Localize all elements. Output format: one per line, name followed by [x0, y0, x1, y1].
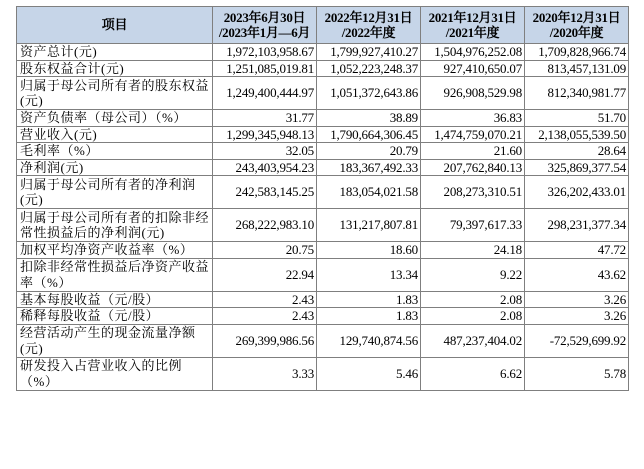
row-value: 1,790,664,306.45 — [317, 126, 421, 143]
row-label: 归属于母公司所有者的净利润(元) — [17, 176, 213, 209]
row-label: 营业收入(元) — [17, 126, 213, 143]
header-period-date: 2022年12月31日 — [324, 9, 413, 25]
row-value: 43.62 — [525, 258, 629, 291]
row-value: 1,052,223,248.37 — [317, 60, 421, 77]
table-row — [17, 209, 629, 242]
row-value: 325,869,377.54 — [525, 159, 629, 176]
row-value: 3.26 — [525, 308, 629, 325]
row-label: 研发投入占营业收入的比例（%） — [17, 357, 213, 390]
table-row — [17, 44, 629, 61]
row-value: 13.34 — [317, 258, 421, 291]
header-period-span: /2020年度 — [549, 25, 604, 40]
table-row — [17, 258, 629, 291]
row-value: 47.72 — [525, 242, 629, 259]
row-label: 归属于母公司所有者的扣除非经常性损益后的净利润(元) — [17, 209, 213, 242]
row-value: 1.83 — [317, 291, 421, 308]
row-label: 经营活动产生的现金流量净额(元) — [17, 324, 213, 357]
row-value: 24.18 — [421, 242, 525, 259]
row-value: 51.70 — [525, 110, 629, 127]
row-value: 5.78 — [525, 357, 629, 390]
table-row — [17, 324, 629, 357]
row-label: 扣除非经常性损益后净资产收益率（%） — [17, 258, 213, 291]
table-row — [17, 143, 629, 160]
row-value: 22.94 — [213, 258, 317, 291]
row-value: 242,583,145.25 — [213, 176, 317, 209]
row-value: 243,403,954.23 — [213, 159, 317, 176]
row-value: 2,138,055,539.50 — [525, 126, 629, 143]
row-value: 1,709,828,966.74 — [525, 44, 629, 61]
row-value: 2.08 — [421, 291, 525, 308]
header-period-date: 2023年6月30日 — [223, 9, 306, 25]
row-label: 基本每股收益（元/股） — [17, 291, 213, 308]
row-value: 268,222,983.10 — [213, 209, 317, 242]
row-value: 926,908,529.98 — [421, 77, 525, 110]
row-value: 36.83 — [421, 110, 525, 127]
table-body — [17, 44, 629, 391]
row-value: 1,504,976,252.08 — [421, 44, 525, 61]
row-value: 131,217,807.81 — [317, 209, 421, 242]
row-label: 稀释每股收益（元/股） — [17, 308, 213, 325]
row-value: 20.79 — [317, 143, 421, 160]
row-value: 18.60 — [317, 242, 421, 259]
row-value: 812,340,981.77 — [525, 77, 629, 110]
row-value: 2.43 — [213, 291, 317, 308]
row-label: 归属于母公司所有者的股东权益(元) — [17, 77, 213, 110]
row-value: 1,799,927,410.27 — [317, 44, 421, 61]
row-label: 资产总计(元) — [17, 44, 213, 61]
header-period-2020 — [525, 7, 629, 44]
row-value: 79,397,617.33 — [421, 209, 525, 242]
row-label: 毛利率（%） — [17, 143, 213, 160]
table-row — [17, 291, 629, 308]
row-value: 208,273,310.51 — [421, 176, 525, 209]
header-period-span: /2021年度 — [445, 25, 500, 40]
row-value: 183,054,021.58 — [317, 176, 421, 209]
row-label: 净利润(元) — [17, 159, 213, 176]
financial-indicators-table — [16, 6, 629, 391]
row-value: 129,740,874.56 — [317, 324, 421, 357]
table-row — [17, 159, 629, 176]
row-value: 1,249,400,444.97 — [213, 77, 317, 110]
row-label: 股东权益合计(元) — [17, 60, 213, 77]
row-value: 2.43 — [213, 308, 317, 325]
row-value: 21.60 — [421, 143, 525, 160]
row-value: 183,367,492.33 — [317, 159, 421, 176]
table-row — [17, 60, 629, 77]
header-period-date: 2020年12月31日 — [532, 9, 621, 25]
table-row — [17, 110, 629, 127]
header-period-2021 — [421, 7, 525, 44]
row-value: 207,762,840.13 — [421, 159, 525, 176]
row-value: 1,251,085,019.81 — [213, 60, 317, 77]
header-period-span: /2023年1月—6月 — [218, 25, 311, 40]
header-period-h1-2023 — [213, 7, 317, 44]
row-value: 9.22 — [421, 258, 525, 291]
row-value: 813,457,131.09 — [525, 60, 629, 77]
table-row — [17, 308, 629, 325]
row-value: 3.33 — [213, 357, 317, 390]
row-value: 1,299,345,948.13 — [213, 126, 317, 143]
row-value: 326,202,433.01 — [525, 176, 629, 209]
row-value: 1,972,103,958.67 — [213, 44, 317, 61]
table-row — [17, 242, 629, 259]
header-period-date: 2021年12月31日 — [428, 9, 517, 25]
row-value: 20.75 — [213, 242, 317, 259]
row-value: 38.89 — [317, 110, 421, 127]
row-value: 5.46 — [317, 357, 421, 390]
row-value: 6.62 — [421, 357, 525, 390]
header-item: 项目 — [17, 7, 213, 44]
header-period-span: /2022年度 — [341, 25, 396, 40]
header-period-2022 — [317, 7, 421, 44]
table-row — [17, 77, 629, 110]
row-value: 487,237,404.02 — [421, 324, 525, 357]
row-value: 31.77 — [213, 110, 317, 127]
row-value: 298,231,377.34 — [525, 209, 629, 242]
row-label: 加权平均净资产收益率（%） — [17, 242, 213, 259]
row-value: 32.05 — [213, 143, 317, 160]
row-value: 2.08 — [421, 308, 525, 325]
table-row — [17, 176, 629, 209]
table-row — [17, 126, 629, 143]
row-value: 927,410,650.07 — [421, 60, 525, 77]
row-value: 1,474,759,070.21 — [421, 126, 525, 143]
row-value: 1,051,372,643.86 — [317, 77, 421, 110]
table-row — [17, 357, 629, 390]
row-value: 1.83 — [317, 308, 421, 325]
row-label: 资产负债率（母公司）（%） — [17, 110, 213, 127]
row-value: 3.26 — [525, 291, 629, 308]
table-header-row — [17, 7, 629, 44]
row-value: 28.64 — [525, 143, 629, 160]
row-value: -72,529,699.92 — [525, 324, 629, 357]
row-value: 269,399,986.56 — [213, 324, 317, 357]
